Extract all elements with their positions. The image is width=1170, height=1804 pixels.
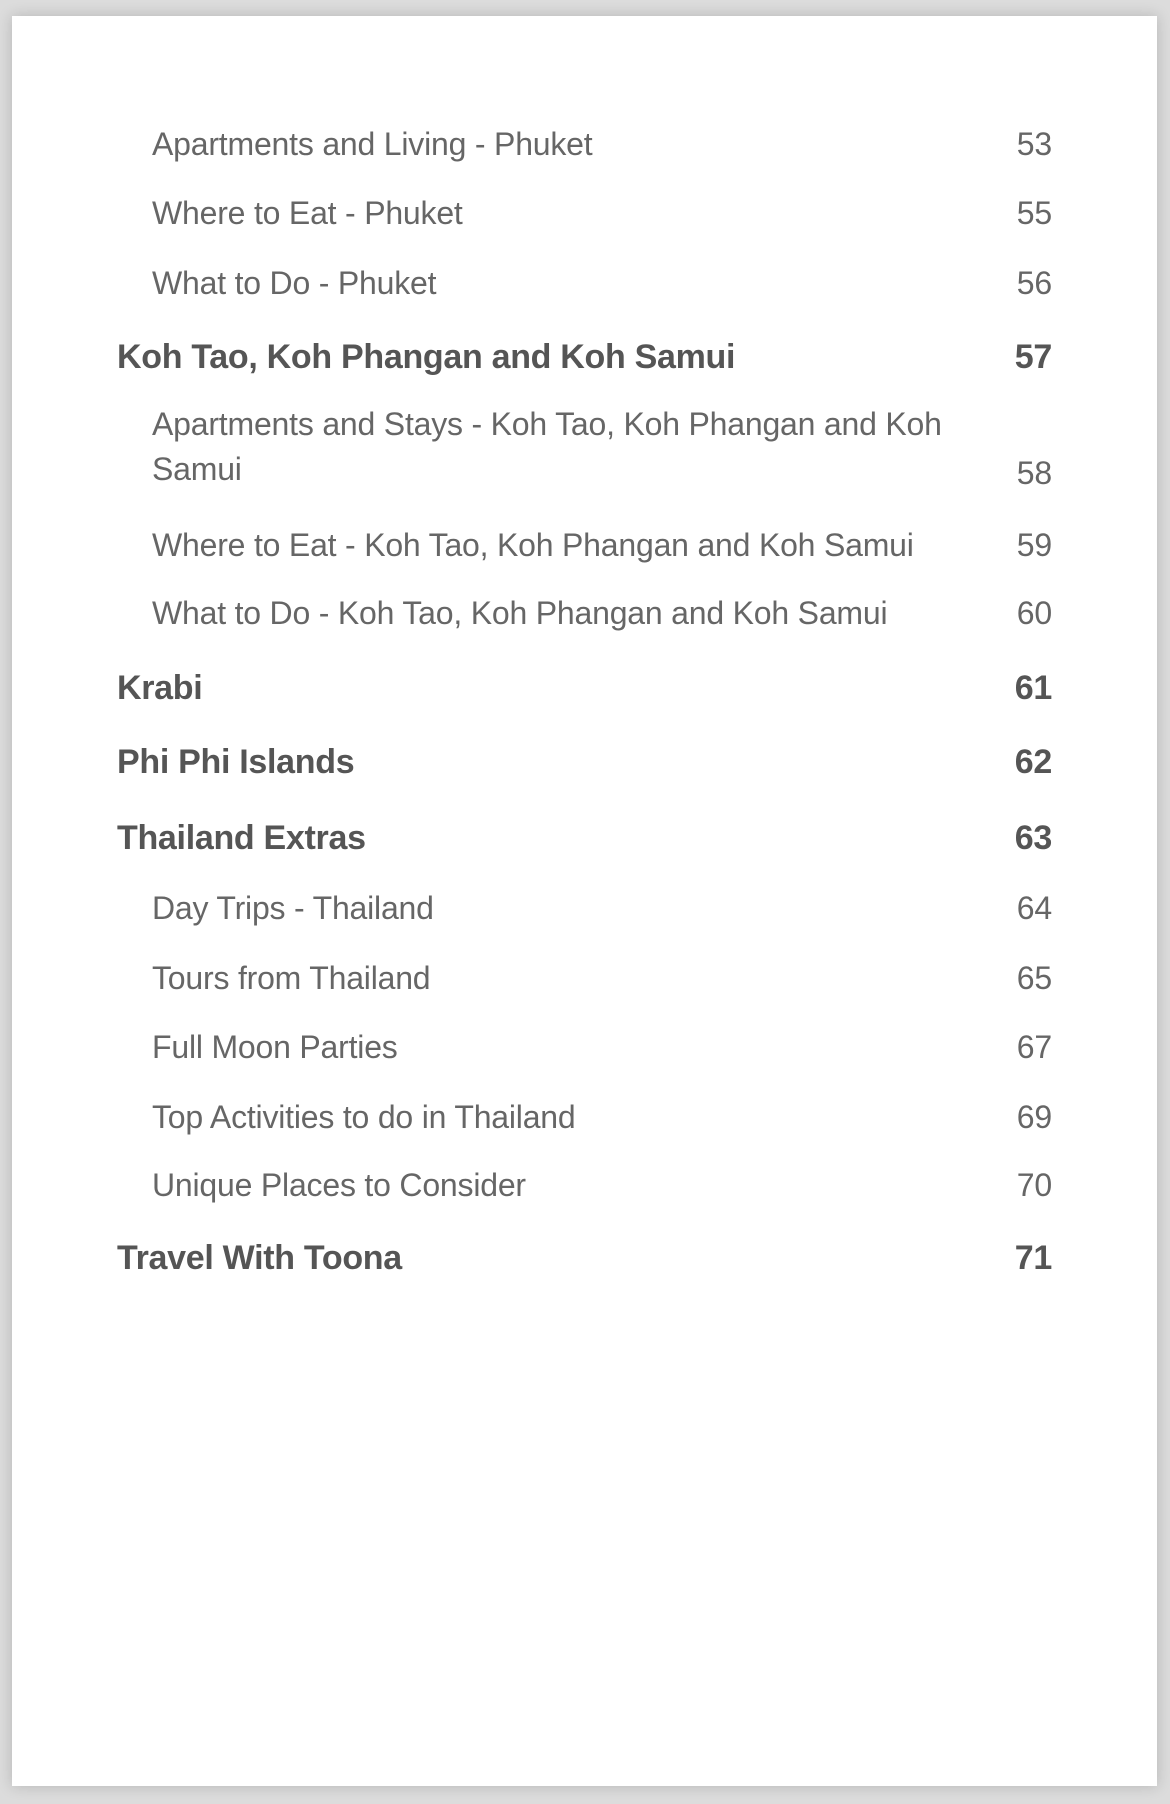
toc-chapter-page-number: 63 [1014,819,1052,857]
toc-entry-title: Day Trips - Thailand [152,890,434,926]
toc-entry-page-number: 64 [1016,890,1052,926]
toc-entry-page-number: 55 [1016,195,1052,231]
toc-entry-page-number: 60 [1016,595,1052,631]
toc-chapter-page-number: 57 [1014,338,1052,376]
toc-entry-page-number: 58 [1016,455,1052,491]
toc-entry-title-line-1: Apartments and Stays - Koh Tao, Koh Phangan and Koh [152,406,942,442]
toc-entry-title: Where to Eat - Phuket [152,195,463,231]
toc-entry-page-number: 56 [1016,265,1052,301]
toc-entry-page-number: 70 [1016,1167,1052,1203]
toc-entry-title: Unique Places to Consider [152,1167,526,1203]
toc-chapter-title: Krabi [117,669,203,707]
toc-entry-title: Full Moon Parties [152,1029,398,1065]
toc-entry-title: Apartments and Living - Phuket [152,126,593,162]
toc-chapter-title: Phi Phi Islands [117,743,355,781]
toc-chapter-title: Thailand Extras [117,819,366,857]
document-page [12,16,1157,1786]
toc-entry-title: What to Do - Phuket [152,265,437,301]
toc-entry-title: Tours from Thailand [152,960,431,996]
toc-entry-page-number: 59 [1016,527,1052,563]
toc-entry-title [152,402,942,492]
toc-entry-page-number: 53 [1016,126,1052,162]
toc-chapter-page-number: 71 [1014,1239,1052,1277]
toc-chapter-page-number: 61 [1014,669,1052,707]
toc-entry-title: Where to Eat - Koh Tao, Koh Phangan and Koh Samui [152,527,914,563]
toc-entry-page-number: 67 [1016,1029,1052,1065]
toc-chapter-title: Travel With Toona [117,1239,402,1277]
toc-chapter-title: Koh Tao, Koh Phangan and Koh Samui [117,338,736,376]
toc-chapter-page-number: 62 [1014,743,1052,781]
toc-entry-title-line-2: Samui [152,451,242,487]
toc-entry-page-number: 65 [1016,960,1052,996]
toc-entry-page-number: 69 [1016,1099,1052,1135]
toc-entry-title: Top Activities to do in Thailand [152,1099,576,1135]
toc-entry-title: What to Do - Koh Tao, Koh Phangan and Koh Samui [152,595,888,631]
